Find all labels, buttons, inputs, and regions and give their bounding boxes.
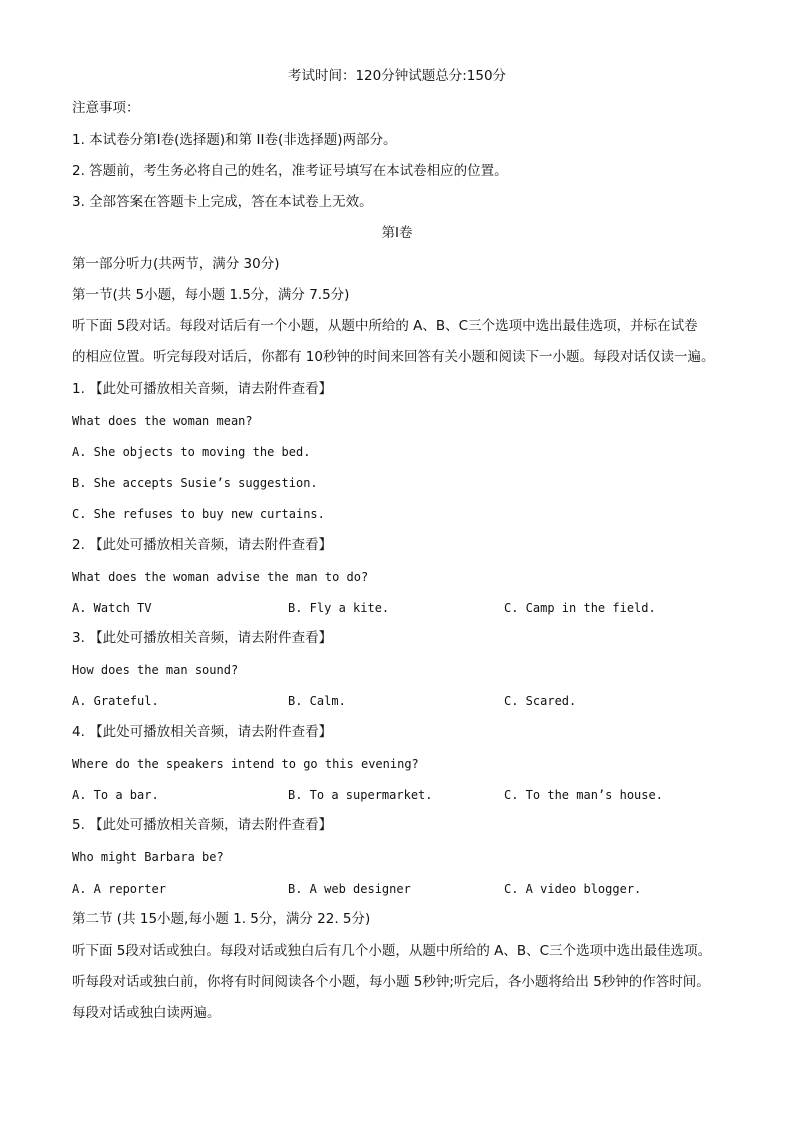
question-1-option-a: A. She objects to moving the bed. <box>72 445 311 459</box>
section1-title: 第一节(共 5小题，每小题 1.5分，满分 7.5分) <box>72 287 350 303</box>
note-3: 3. 全部答案在答题卡上完成，答在本试卷上无效。 <box>72 194 373 210</box>
question-2-prompt: What does the woman advise the man to do? <box>72 570 369 584</box>
note-1: 1. 本试卷分第Ⅰ卷(选择题)和第 II卷(非选择题)两部分。 <box>72 132 397 148</box>
section2-title: 第二节 (共 15小题,每小题 1. 5分，满分 22. 5分) <box>72 911 371 927</box>
question-2-option-b: B. Fly a kite. <box>288 601 390 615</box>
question-4-option-a: A. To a bar. <box>72 788 159 802</box>
volume-title: 第Ⅰ卷 <box>381 225 413 241</box>
question-1-prompt: What does the woman mean? <box>72 414 253 428</box>
question-2-option-a: A. Watch TV <box>72 601 152 615</box>
notice-title: 注意事项： <box>72 100 140 116</box>
question-3-option-c: C. Scared. <box>504 694 577 708</box>
question-4-option-c: C. To the man’s house. <box>504 788 663 802</box>
section1-instructions-line1: 听下面 5段对话。每段对话后有一个小题，从题中所给的 A、B、C三个选项中选出最佳选项，并标在试卷 <box>72 318 698 334</box>
question-1-option-b: B. She accepts Susie’s suggestion. <box>72 476 318 490</box>
question-3-audio-marker[interactable]: 3. 【此处可播放相关音频，请去附件查看】 <box>72 630 333 646</box>
question-1-audio-marker[interactable]: 1. 【此处可播放相关音频，请去附件查看】 <box>72 381 333 397</box>
section2-instructions-line3: 每段对话或独白读两遍。 <box>72 1005 221 1021</box>
question-4-prompt: Where do the speakers intend to go this evening? <box>72 757 419 771</box>
note-2: 2. 答题前，考生务必将自己的姓名，准考证号填写在本试卷相应的位置。 <box>72 163 508 179</box>
section2-instructions-line2: 听每段对话或独白前，你将有时间阅读各个小题，每小题 5秒钟;听完后，各小题将给出 5秒钟的作答时间。 <box>72 974 710 990</box>
section1-instructions-line2: 的相应位置。听完每段对话后，你都有 10秒钟的时间来回答有关小题和阅读下一小题。每段对话仅读一遍。 <box>72 349 715 365</box>
question-3-option-a: A. Grateful. <box>72 694 159 708</box>
question-5-option-b: B. A web designer <box>288 882 411 896</box>
exam-info: 考试时间：120分钟试题总分:150分 <box>287 68 507 84</box>
question-3-option-b: B. Calm. <box>288 694 346 708</box>
question-4-audio-marker[interactable]: 4. 【此处可播放相关音频，请去附件查看】 <box>72 724 333 740</box>
question-5-prompt: Who might Barbara be? <box>72 850 224 864</box>
question-5-option-c: C. A video blogger. <box>504 882 642 896</box>
question-3-prompt: How does the man sound? <box>72 663 239 677</box>
question-5-option-a: A. A reporter <box>72 882 166 896</box>
question-2-audio-marker[interactable]: 2. 【此处可播放相关音频，请去附件查看】 <box>72 537 333 553</box>
question-1-option-c: C. She refuses to buy new curtains. <box>72 507 325 521</box>
question-4-option-b: B. To a supermarket. <box>288 788 433 802</box>
part1-title: 第一部分听力(共两节，满分 30分) <box>72 256 280 272</box>
question-2-option-c: C. Camp in the field. <box>504 601 656 615</box>
section2-instructions-line1: 听下面 5段对话或独白。每段对话或独白后有几个小题，从题中所给的 A、B、C三个选项中选出最佳选项。 <box>72 943 712 959</box>
question-5-audio-marker[interactable]: 5. 【此处可播放相关音频，请去附件查看】 <box>72 817 333 833</box>
